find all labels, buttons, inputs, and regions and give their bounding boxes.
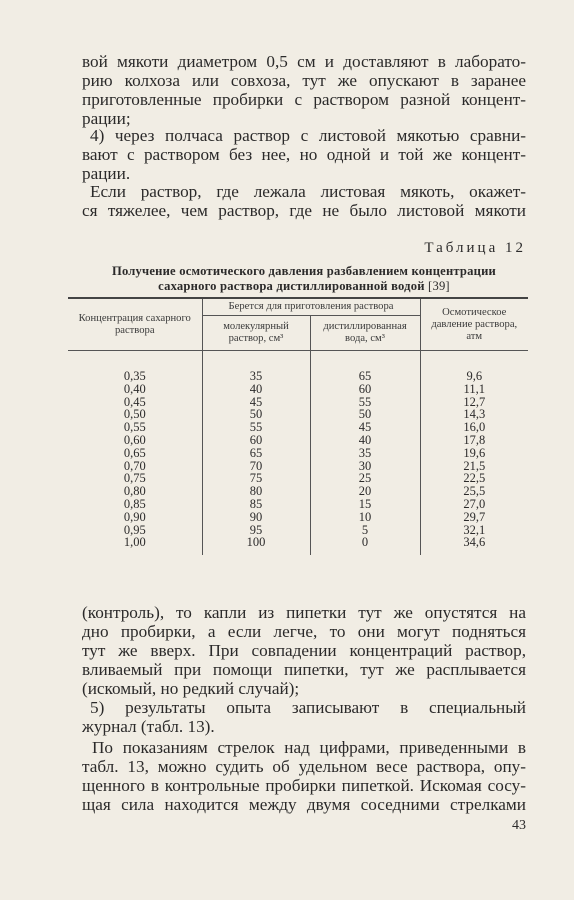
text-line: ся тяжелее, чем раствор, где не было листовой мякоти (82, 201, 526, 220)
cell-concentration: 0,45 (123, 394, 146, 409)
cell-osmotic: 34,6 (420, 536, 528, 549)
cell-osmotic: 29,7 (420, 511, 528, 524)
cell-distilled: 0 (310, 536, 420, 549)
text-line: щенного в контрольные пробирки пипеткой. Искомая сосу- (82, 776, 526, 795)
cell-molecular: 95 (202, 524, 310, 537)
cell-osmotic: 22,5 (420, 472, 528, 485)
cell-molecular: 35 (202, 370, 310, 383)
cell-distilled: 20 (310, 485, 420, 498)
text-line: рации; (82, 109, 131, 128)
cell-osmotic: 25,5 (420, 485, 528, 498)
control-paragraph (82, 603, 526, 698)
cell-molecular: 100 (202, 536, 310, 549)
table-caption-source: [39] (428, 279, 450, 293)
cell-concentration: 0,55 (123, 420, 146, 435)
cell-concentration: 0,50 (123, 407, 146, 422)
conditional-paragraph (82, 182, 526, 220)
text-line: рации. (82, 164, 131, 183)
cell-concentration: 0,85 (123, 496, 146, 511)
page-number: 43 (512, 818, 526, 833)
cell-molecular: 65 (202, 447, 310, 460)
header-osmotic: Осмотическое давление раствора, атм (420, 298, 528, 351)
cell-concentration: 0,90 (123, 509, 146, 524)
text-line: 4) через полчаса раствор с листовой мякотью сравни- (90, 126, 526, 145)
text-line: вой мякоти диаметром 0,5 см и доставляют в лаборато- (82, 52, 526, 71)
cell-concentration: 0,75 (123, 471, 146, 486)
header-molecular: молекулярный раствор, см³ (202, 316, 310, 351)
text-line: щая сила находится между двумя соседними стрелками (82, 795, 526, 814)
cell-osmotic: 14,3 (420, 408, 528, 421)
table-row (68, 536, 528, 549)
cell-molecular: 55 (202, 421, 310, 434)
cell-distilled: 35 (310, 447, 420, 460)
cell-osmotic: 21,5 (420, 460, 528, 473)
cell-distilled: 65 (310, 370, 420, 383)
cell-distilled: 25 (310, 472, 420, 485)
text-line: Если раствор, где лежала листовая мякоть, окажет- (90, 182, 526, 201)
cell-concentration: 1,00 (123, 535, 146, 550)
header-group: Берется для приготовления раствора (202, 298, 420, 316)
cell-concentration: 0,35 (123, 369, 146, 383)
cell-molecular: 80 (202, 485, 310, 498)
cell-distilled: 30 (310, 460, 420, 473)
text-line: вливаемый при помощи пипетки, тут же расплывается (82, 660, 526, 679)
cell-osmotic: 12,7 (420, 396, 528, 409)
table-row (68, 447, 528, 460)
header-concentration: Концентрация сахарного раствора (68, 298, 202, 351)
text-line: вают с раствором без нее, но одной и той же концент- (82, 145, 526, 164)
cell-concentration: 0,80 (123, 484, 146, 499)
cell-osmotic: 11,1 (420, 383, 528, 396)
table-caption-line: Получение осмотического давления разбавлением концентрации (111, 264, 497, 278)
text-line: тут же вверх. При совпадении концентраций раствор, (82, 641, 526, 660)
intro-paragraph (82, 52, 526, 128)
cell-concentration: 0,60 (123, 432, 146, 447)
cell-distilled: 60 (310, 383, 420, 396)
table-row (68, 434, 528, 447)
table-caption-line (80, 279, 528, 294)
text-line: табл. 13, можно судить об удельном весе раствора, опу- (82, 757, 526, 776)
cell-molecular: 90 (202, 511, 310, 524)
cell-osmotic: 27,0 (420, 498, 528, 511)
text-line: (искомый, но редкий случай); (82, 679, 300, 698)
cell-molecular: 40 (202, 383, 310, 396)
table-row (68, 370, 528, 383)
table-caption-text: сахарного раствора дистиллированной водой (158, 279, 425, 293)
osmotic-pressure-table (68, 297, 528, 555)
text-line: приготовленные пробирки с раствором разной концент- (82, 90, 526, 109)
table-caption (80, 264, 528, 294)
cell-distilled: 10 (310, 511, 420, 524)
cell-molecular: 85 (202, 498, 310, 511)
table-body (68, 351, 528, 556)
cell-osmotic: 32,1 (420, 524, 528, 537)
cell-distilled: 5 (310, 524, 420, 537)
cell-distilled: 50 (310, 408, 420, 421)
cell-distilled: 40 (310, 434, 420, 447)
cell-osmotic: 16,0 (420, 421, 528, 434)
table-row (68, 511, 528, 524)
final-paragraph (82, 738, 526, 814)
text-line: (контроль), то капли из пипетки тут же опустятся на (82, 603, 526, 622)
cell-molecular: 50 (202, 408, 310, 421)
cell-distilled: 55 (310, 396, 420, 409)
table-label: Таблица 12 (424, 240, 526, 256)
cell-concentration: 0,40 (123, 381, 146, 396)
cell-molecular: 60 (202, 434, 310, 447)
cell-osmotic: 19,6 (420, 447, 528, 460)
header-distilled: дистиллированная вода, см³ (310, 316, 420, 351)
table-row (68, 383, 528, 396)
cell-molecular: 45 (202, 396, 310, 409)
cell-concentration: 0,95 (123, 522, 146, 537)
step4-paragraph (82, 126, 526, 183)
cell-osmotic: 9,6 (420, 370, 528, 383)
cell-distilled: 45 (310, 421, 420, 434)
table-row (68, 498, 528, 511)
cell-distilled: 15 (310, 498, 420, 511)
text-line: журнал (табл. 13). (82, 717, 215, 736)
text-line: 5) результаты опыта записывают в специальный (90, 698, 526, 717)
cell-molecular: 70 (202, 460, 310, 473)
step5-paragraph (82, 698, 526, 736)
cell-molecular: 75 (202, 472, 310, 485)
text-line: дно пробирки, а если легче, то они могут подняться (82, 622, 526, 641)
cell-concentration: 0,65 (123, 445, 146, 460)
cell-osmotic: 17,8 (420, 434, 528, 447)
text-line: По показаниям стрелок над цифрами, приведенными в (92, 738, 526, 757)
cell-concentration: 0,70 (123, 458, 146, 473)
text-line: рию колхоза или совхоза, тут же опускают в заранее (82, 71, 526, 90)
